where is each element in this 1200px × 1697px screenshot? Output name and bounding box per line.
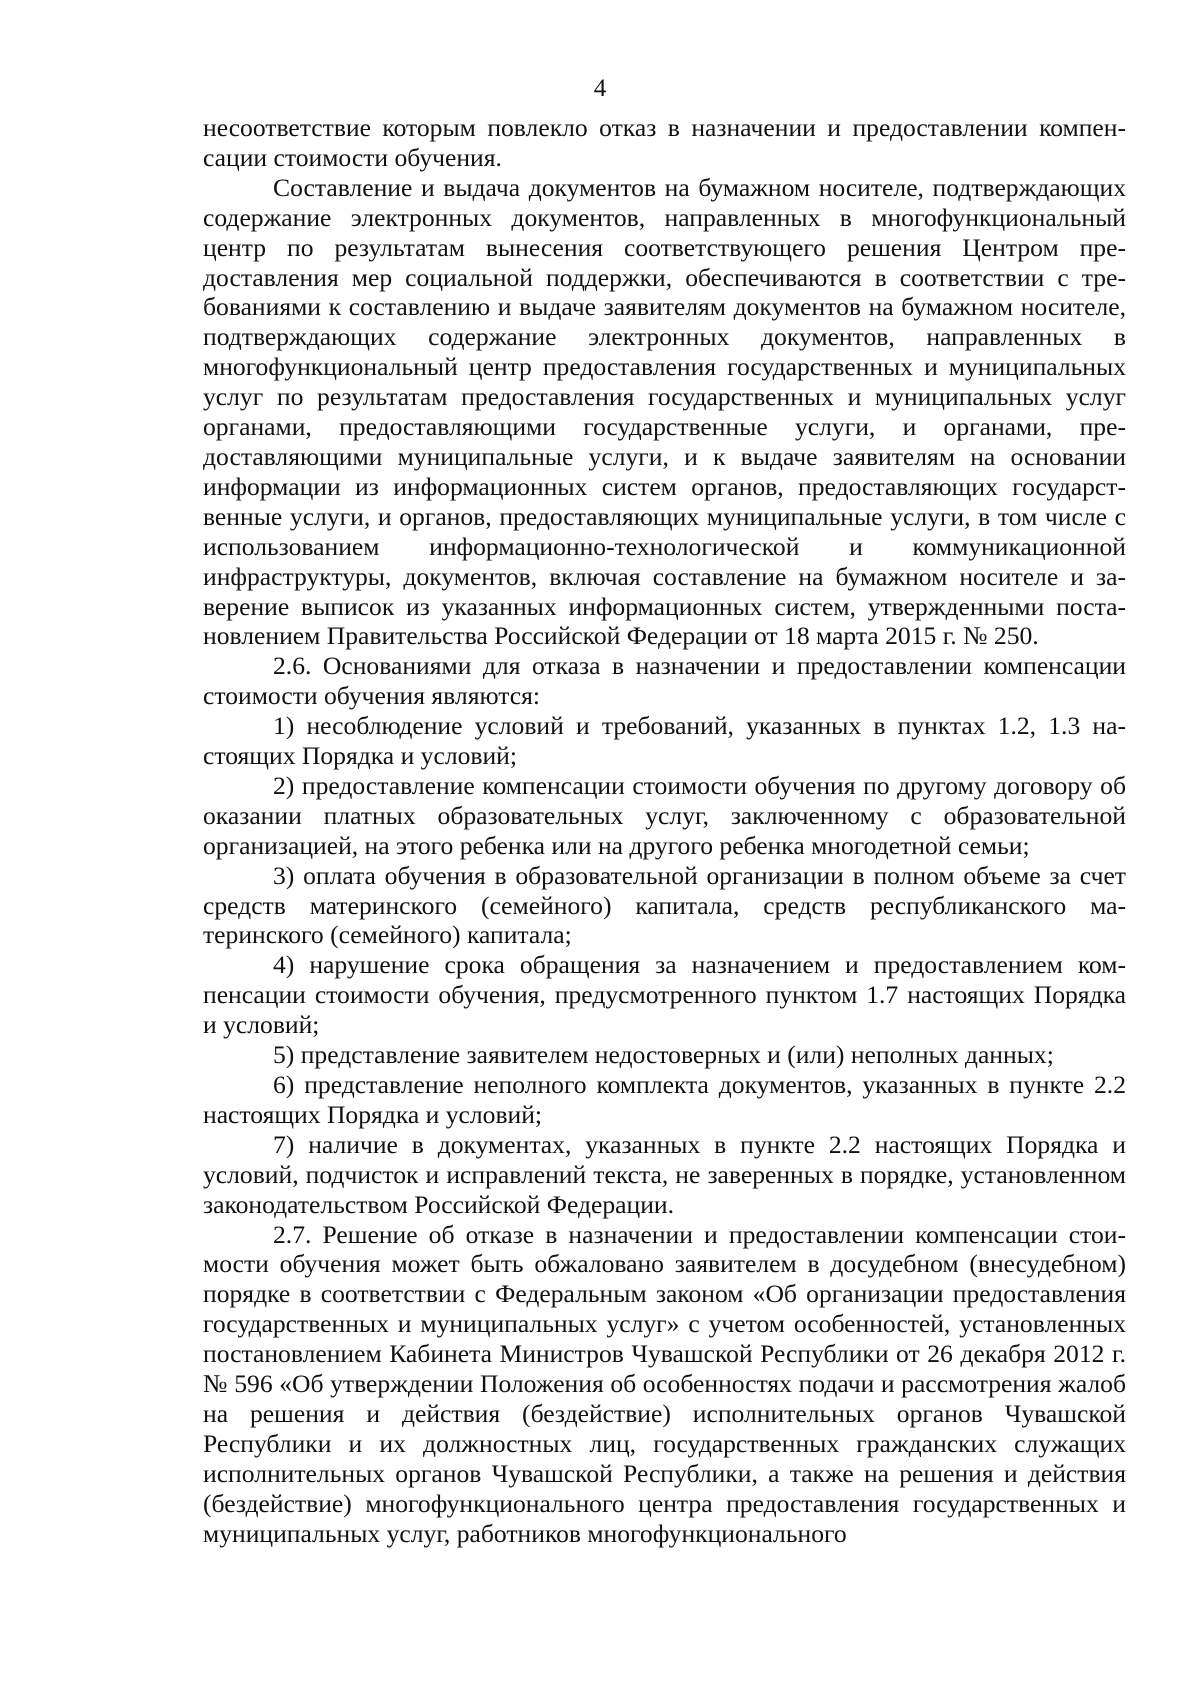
page-number: 4 [593,75,607,102]
list-item-1: 1) несоблюдение условий и требований, указанных в пунктах 1.2, 1.3 настоящих Порядка и условий; [203,711,1126,771]
document-body [203,113,1126,1549]
list-item-6: 6) представление неполного комплекта документов, указанных в пункте 2.2 настоящих Порядка и условий; [203,1070,1126,1129]
list-item-7: 7) наличие в документах, указанных в пункте 2.2 настоящих Порядка и условий, подчисток и исправлений текста, не заверенных в порядке, установленном законодательством Российской Федерации. [203,1129,1126,1219]
list-item-2: 2) предоставление компенсации стоимости обучения по другому договору об оказании платных образовательных услуг, заключенному с образовательной организацией, на этого ребенка или на другого ребенка многодетной семьи; [203,770,1126,860]
paragraph-paper-documents: Составление и выдача документов на бумажном носителе, подтверждающих содержание электронных документов, направленных в многофункциональный центр по результатам вынесения соответствующего решения Центром предоставления мер социальной поддержки, обеспечиваются в соответствии с требованиями к составлению и выдаче заявителям документов на бумажном носителе, подтверждающих содержание электронных документов, направленных в многофункциональный центр предоставления государственных и муниципальных услуг по результатам предоставления государственных и муниципальных услуг органами, предоставляющими государственные услуги, и органами, предоставляющими муниципальные услуги, и к выдаче заявителям на основании информации из информационных систем органов, предоставляющих государственные услуги, и органов, предоставляющих муниципальные услуги, в том числе с использованием информационно-технологической и коммуникационной инфраструктуры, документов, включая составление на бумажном носителе и заверение выписок из указанных информационных систем, утвержденными постановлением Правительства Российской Федерации от 18 марта 2015 г. № 250. [203,172,1126,651]
paragraph-continuation: несоответствие которым повлекло отказ в назначении и предоставлении компенсации стоимости обучения. [203,113,1126,172]
list-item-4: 4) нарушение срока обращения за назначением и предоставлением компенсации стоимости обучения, предусмотренного пунктом 1.7 настоящих Порядка и условий; [203,950,1126,1040]
list-item-5: 5) представление заявителем недостоверных и (или) неполных данных; [273,1040,1054,1070]
list-item-3: 3) оплата обучения в образовательной организации в полном объеме за счет средств материнского (семейного) капитала, средств республиканского материнского (семейного) капитала; [203,860,1126,950]
paragraph-2-6: 2.6. Основаниями для отказа в назначении и предоставлении компенсации стоимости обучения являются: [203,651,1126,711]
paragraph-2-7: 2.7. Решение об отказе в назначении и предоставлении компенсации стоимости обучения может быть обжаловано заявителем в досудебном (внесудебном) порядке в соответствии с Федеральным законом «Об организации предоставления государственных и муниципальных услуг» с учетом особенностей, установленных постановлением Кабинета Министров Чувашской Республики от 26 декабря 2012 г. № 596 «Об утверждении Положения об особенностях подачи и рассмотрения жалоб на решения и действия (бездействие) исполнительных органов Чувашской Республики и их должностных лиц, государственных гражданских служащих исполнительных органов Чувашской Республики, а также на решения и действия (бездействие) многофункционального центра предоставления государственных и муниципальных услуг, работников многофункционального [203,1219,1126,1548]
